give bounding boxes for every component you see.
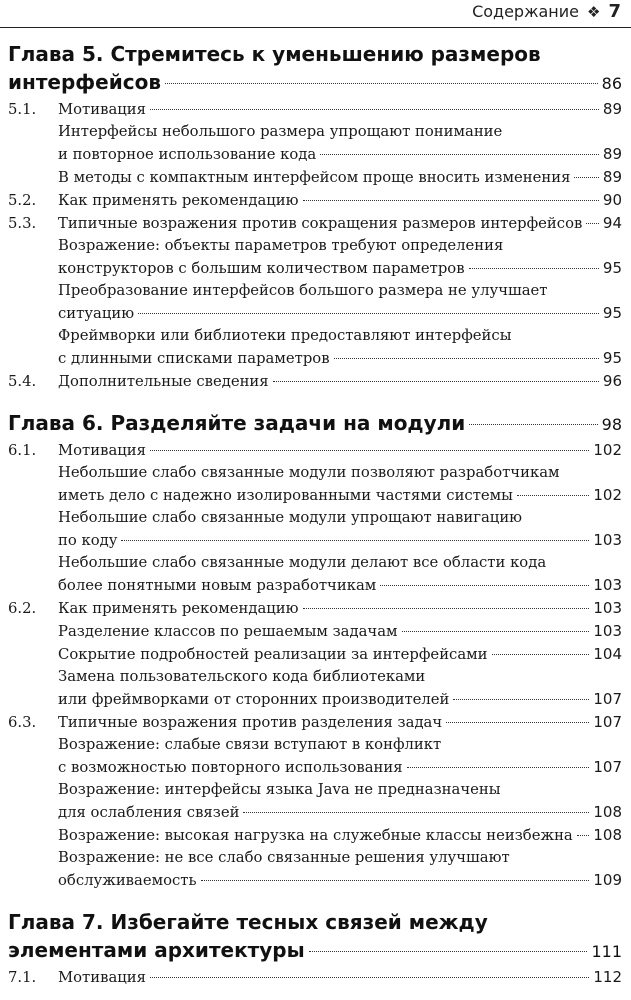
dot-leader: [586, 223, 599, 224]
entry-title: по коду: [58, 532, 118, 549]
page-number: 111: [591, 942, 622, 961]
toc-entry-row[interactable]: [8, 257, 622, 280]
header-section: Содержание: [472, 2, 580, 21]
chapter-title-line: Глава 7. Избегайте тесных связей между: [8, 910, 488, 934]
dot-leader: [303, 200, 599, 201]
entry-title: с возможностью повторного использования: [58, 759, 403, 776]
entry-title: Типичные возражения против разделения задач: [58, 714, 443, 731]
entry-title: иметь дело с надежно изолированными частями системы: [58, 487, 513, 504]
entry-title-line: Возражение: интерфейсы языка Java не предназначены: [58, 781, 501, 798]
page-number: 103: [593, 576, 622, 594]
entry-title-line: Возражение: не все слабо связанные решения улучшают: [58, 849, 510, 866]
dot-leader: [577, 835, 590, 836]
toc-entry[interactable]: [8, 847, 622, 892]
page-number: 96: [602, 372, 622, 390]
dot-leader: [303, 608, 590, 609]
entry-title: интерфейсов: [8, 70, 161, 94]
dot-leader: [574, 177, 598, 178]
entry-number: 6.2.: [8, 600, 37, 617]
entry-number: 6.3.: [8, 714, 37, 731]
dot-leader: [402, 631, 590, 632]
entry-title: обслуживаемость: [58, 872, 197, 889]
toc-entry[interactable]: [8, 280, 622, 325]
toc-entry[interactable]: [8, 439, 622, 462]
entry-number: 5.3.: [8, 215, 37, 232]
table-of-contents: [8, 40, 622, 989]
page-number: 107: [593, 713, 622, 731]
page-number: 86: [601, 74, 622, 93]
page-number: 98: [601, 415, 622, 434]
dot-leader: [165, 83, 598, 84]
toc-entry-row[interactable]: [8, 688, 622, 711]
toc-entry[interactable]: [8, 235, 622, 280]
page-number: 95: [602, 349, 622, 367]
dot-leader: [469, 424, 597, 425]
diamond-icon: ❖: [587, 2, 601, 21]
page-number: 102: [593, 441, 622, 459]
dot-leader: [201, 880, 590, 881]
entry-title-line: Небольшие слабо связанные модули позволяют разработчикам: [58, 464, 560, 481]
page-number: 102: [593, 486, 622, 504]
toc-entry-row[interactable]: [8, 869, 622, 892]
toc-entry-row[interactable]: [8, 756, 622, 779]
entry-title: Как применять рекомендацию: [58, 600, 299, 617]
page-number: 103: [593, 622, 622, 640]
chapter-title-row[interactable]: [8, 68, 622, 98]
page-number: 107: [593, 690, 622, 708]
page-number: 90: [602, 191, 622, 209]
entry-title: более понятными новым разработчикам: [58, 577, 377, 594]
entry-number: 5.2.: [8, 192, 37, 209]
entry-title-line: Возражение: объекты параметров требуют определения: [58, 237, 504, 254]
toc-entry-row[interactable]: [8, 574, 622, 597]
chapter-title-row[interactable]: [8, 936, 622, 966]
toc-entry-row[interactable]: [8, 347, 622, 370]
page-number: 104: [593, 645, 622, 663]
entry-number: 5.1.: [8, 101, 37, 118]
chapter-heading[interactable]: [8, 409, 622, 439]
header-text: [472, 1, 621, 22]
dot-leader: [309, 951, 588, 952]
entry-title: Мотивация: [58, 442, 146, 459]
toc-entry[interactable]: [8, 643, 622, 666]
entry-title: с длинными списками параметров: [58, 350, 330, 367]
page-number: 103: [593, 531, 622, 549]
entry-title: конструкторов с большим количеством параметров: [58, 260, 465, 277]
dot-leader: [273, 381, 599, 382]
dot-leader: [517, 495, 589, 496]
toc-entry[interactable]: [8, 966, 622, 989]
entry-title-line: Фреймворки или библиотеки предоставляют интерфейсы: [58, 327, 512, 344]
chapter-heading[interactable]: [8, 908, 622, 966]
toc-entry-row[interactable]: [8, 529, 622, 552]
page-number: 108: [593, 803, 622, 821]
toc-entry[interactable]: [8, 166, 622, 189]
page-number: 107: [593, 758, 622, 776]
entry-title-line: Интерфейсы небольшого размера упрощают понимание: [58, 123, 503, 140]
entry-title: и повторное использование кода: [58, 146, 317, 163]
entry-title-line: Небольшие слабо связанные модули делают все области кода: [58, 554, 547, 571]
entry-title: В методы с компактным интерфейсом проще вносить изменения: [58, 169, 571, 186]
dot-leader: [150, 977, 589, 978]
dot-leader: [150, 109, 599, 110]
toc-entry[interactable]: [8, 121, 622, 166]
entry-title: ситуацию: [58, 305, 135, 322]
page-number: 89: [602, 100, 622, 118]
toc-entry[interactable]: [8, 507, 622, 552]
toc-entry[interactable]: [8, 824, 622, 847]
entry-title-line: Небольшие слабо связанные модули упрощают навигацию: [58, 509, 523, 526]
entry-title: для ослабления связей: [58, 804, 240, 821]
page-number: 95: [602, 259, 622, 277]
dot-leader: [243, 812, 589, 813]
chapter-title-line: Глава 5. Стремитесь к уменьшению размеров: [8, 42, 541, 66]
toc-entry-row[interactable]: [8, 302, 622, 325]
entry-title: Как применять рекомендацию: [58, 192, 299, 209]
entry-title: Глава 6. Разделяйте задачи на модули: [8, 411, 466, 435]
dot-leader: [380, 585, 589, 586]
running-header: [0, 0, 631, 28]
dot-leader: [492, 654, 590, 655]
toc-entry-row[interactable]: [8, 143, 622, 166]
dot-leader: [469, 268, 599, 269]
entry-title: Мотивация: [58, 101, 146, 118]
entry-title-line: Возражение: слабые связи вступают в конфликт: [58, 736, 442, 753]
toc-entry[interactable]: [8, 212, 622, 235]
dot-leader: [121, 540, 589, 541]
dot-leader: [407, 767, 590, 768]
page-number: 89: [602, 168, 622, 186]
entry-number: 5.4.: [8, 373, 37, 390]
page-number: 95: [602, 304, 622, 322]
dot-leader: [334, 358, 599, 359]
entry-title: Дополнительные сведения: [58, 373, 269, 390]
dot-leader: [320, 154, 599, 155]
entry-title: Разделение классов по решаемым задачам: [58, 623, 398, 640]
entry-title: Типичные возражения против сокращения размеров интерфейсов: [58, 215, 583, 232]
chapter-title-row[interactable]: [8, 409, 622, 439]
toc-entry[interactable]: [8, 462, 622, 507]
page-number: 109: [593, 871, 622, 889]
toc-entry[interactable]: [8, 98, 622, 121]
entry-title: Сокрытие подробностей реализации за интерфейсами: [58, 646, 488, 663]
entry-title: элементами архитектуры: [8, 938, 305, 962]
page-number: 94: [602, 214, 622, 232]
entry-number: 6.1.: [8, 442, 37, 459]
header-page-number: 7: [608, 1, 621, 22]
toc-entry[interactable]: [8, 597, 622, 620]
page-number: 89: [602, 145, 622, 163]
toc-entry[interactable]: [8, 620, 622, 643]
toc-entry[interactable]: [8, 779, 622, 824]
toc-entry[interactable]: [8, 666, 622, 711]
toc-entry[interactable]: [8, 711, 622, 734]
entry-title-line: Преобразование интерфейсов большого размера не улучшает: [58, 282, 548, 299]
page-number: 103: [593, 599, 622, 617]
chapter-heading[interactable]: [8, 40, 622, 98]
dot-leader: [150, 450, 589, 451]
toc-entry-row[interactable]: [8, 484, 622, 507]
toc-entry[interactable]: [8, 552, 622, 597]
page-number: 108: [593, 826, 622, 844]
entry-title: или фреймворками от сторонних производителей: [58, 691, 450, 708]
toc-entry[interactable]: [8, 734, 622, 779]
toc-entry-row[interactable]: [8, 801, 622, 824]
dot-leader: [446, 722, 589, 723]
entry-title-line: Замена пользовательского кода библиотеками: [58, 668, 426, 685]
entry-title: Возражение: высокая нагрузка на служебные классы неизбежна: [58, 827, 573, 844]
page-number: 112: [593, 968, 622, 986]
dot-leader: [138, 313, 599, 314]
toc-entry[interactable]: [8, 370, 622, 393]
dot-leader: [453, 699, 589, 700]
toc-entry[interactable]: [8, 189, 622, 212]
toc-entry[interactable]: [8, 325, 622, 370]
entry-number: 7.1.: [8, 969, 37, 986]
entry-title: Мотивация: [58, 969, 146, 986]
